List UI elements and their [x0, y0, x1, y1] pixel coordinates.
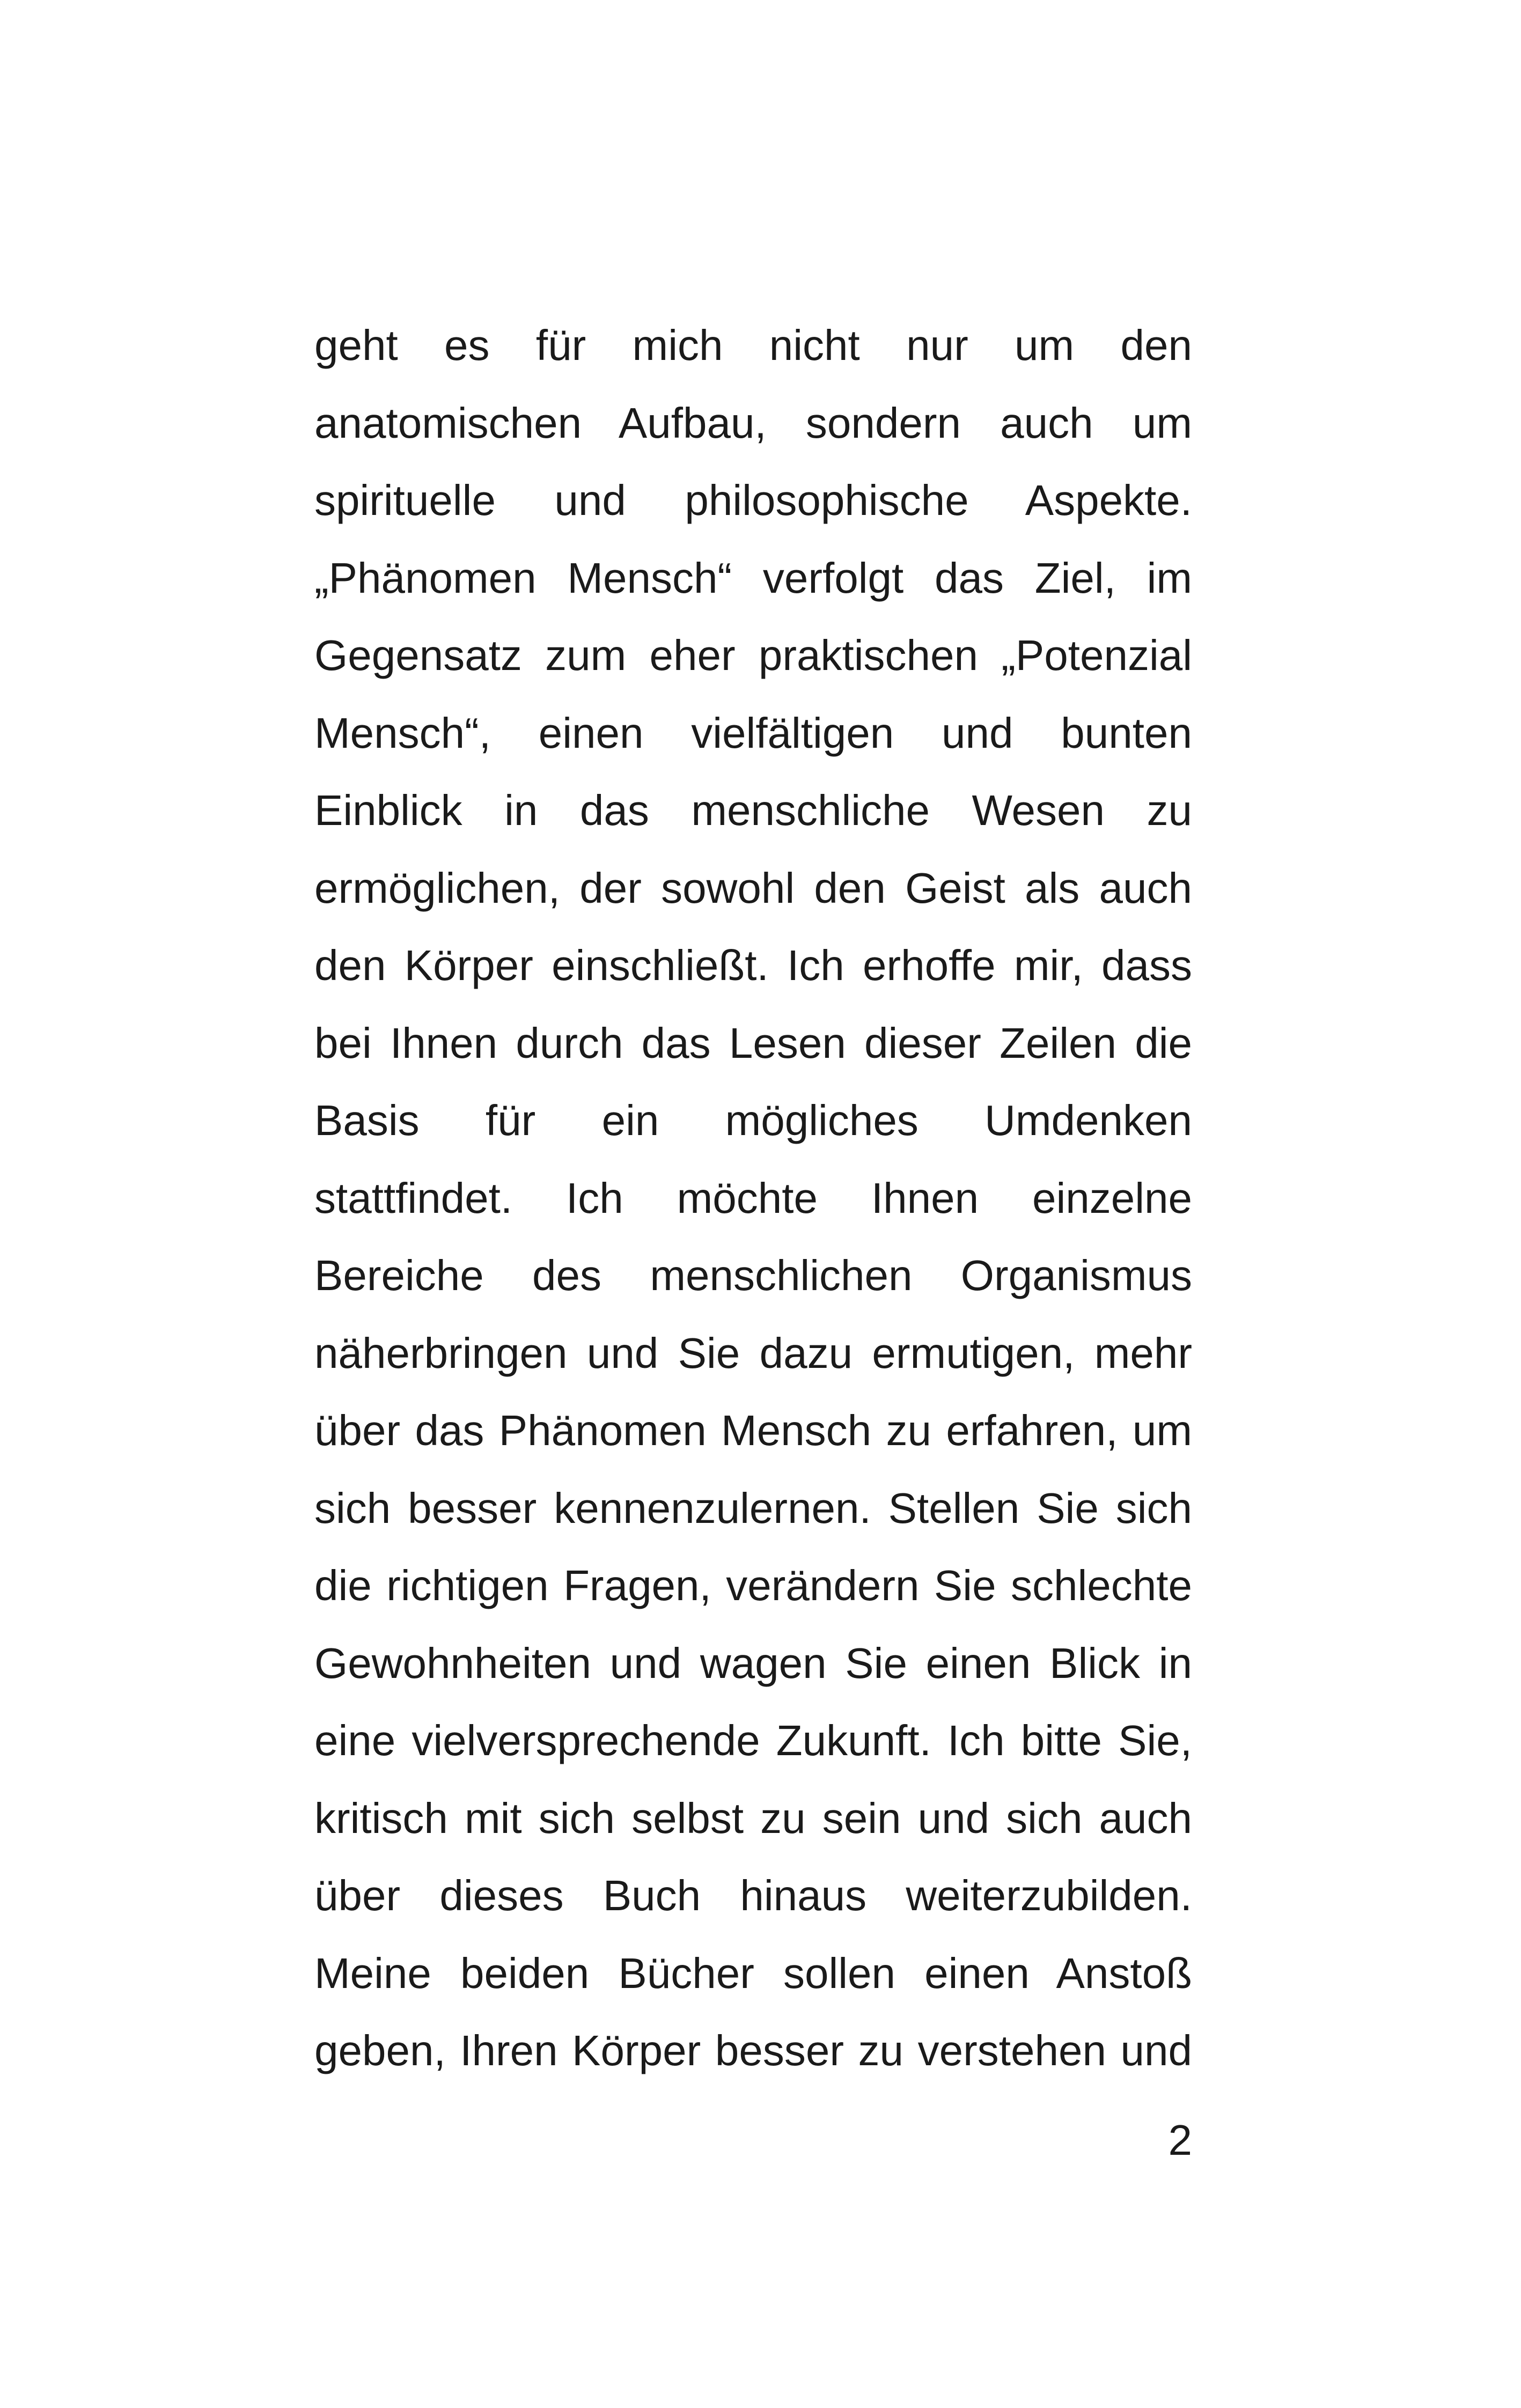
text-line: die richtigen Fragen, verändern Sie schlechte — [314, 1562, 1192, 1609]
text-line: Bereiche des menschlichen Organismus — [314, 1251, 1192, 1299]
text-line: spirituelle und philosophische Aspekte. — [314, 476, 1192, 524]
text-line: geht es für mich nicht nur um den — [314, 321, 1192, 369]
text-line: Einblick in das menschliche Wesen zu — [314, 786, 1192, 834]
text-line: kritisch mit sich selbst zu sein und sich auch — [314, 1794, 1192, 1842]
text-line: ermöglichen, der sowohl den Geist als auch — [314, 864, 1192, 912]
text-line: stattfindet. Ich möchte Ihnen einzelne — [314, 1174, 1192, 1222]
text-line: Gegensatz zum eher praktischen „Potenzial — [314, 631, 1192, 679]
text-line: den Körper einschließt. Ich erhoffe mir, dass — [314, 941, 1192, 989]
text-line: geben, Ihren Körper besser zu verstehen und — [314, 2027, 1192, 2074]
text-line: anatomischen Aufbau, sondern auch um — [314, 399, 1192, 447]
text-line: über dieses Buch hinaus weiterzubilden. — [314, 1872, 1192, 1919]
text-line: „Phänomen Mensch“ verfolgt das Ziel, im — [314, 554, 1192, 602]
page-number: 2 — [1168, 2116, 1192, 2164]
text-line: über das Phänomen Mensch zu erfahren, um — [314, 1406, 1192, 1454]
text-line: bei Ihnen durch das Lesen dieser Zeilen die — [314, 1019, 1192, 1067]
text-line: Meine beiden Bücher sollen einen Anstoß — [314, 1949, 1192, 1997]
text-line: Basis für ein mögliches Umdenken — [314, 1096, 1192, 1144]
text-line: sich besser kennenzulernen. Stellen Sie sich — [314, 1484, 1192, 1532]
text-line: Gewohnheiten und wagen Sie einen Blick in — [314, 1639, 1192, 1687]
text-line: Mensch“, einen vielfältigen und bunten — [314, 709, 1192, 757]
text-line: eine vielversprechende Zukunft. Ich bitte Sie, — [314, 1717, 1192, 1764]
text-line: näherbringen und Sie dazu ermutigen, mehr — [314, 1329, 1192, 1377]
body-text — [314, 307, 1192, 2090]
